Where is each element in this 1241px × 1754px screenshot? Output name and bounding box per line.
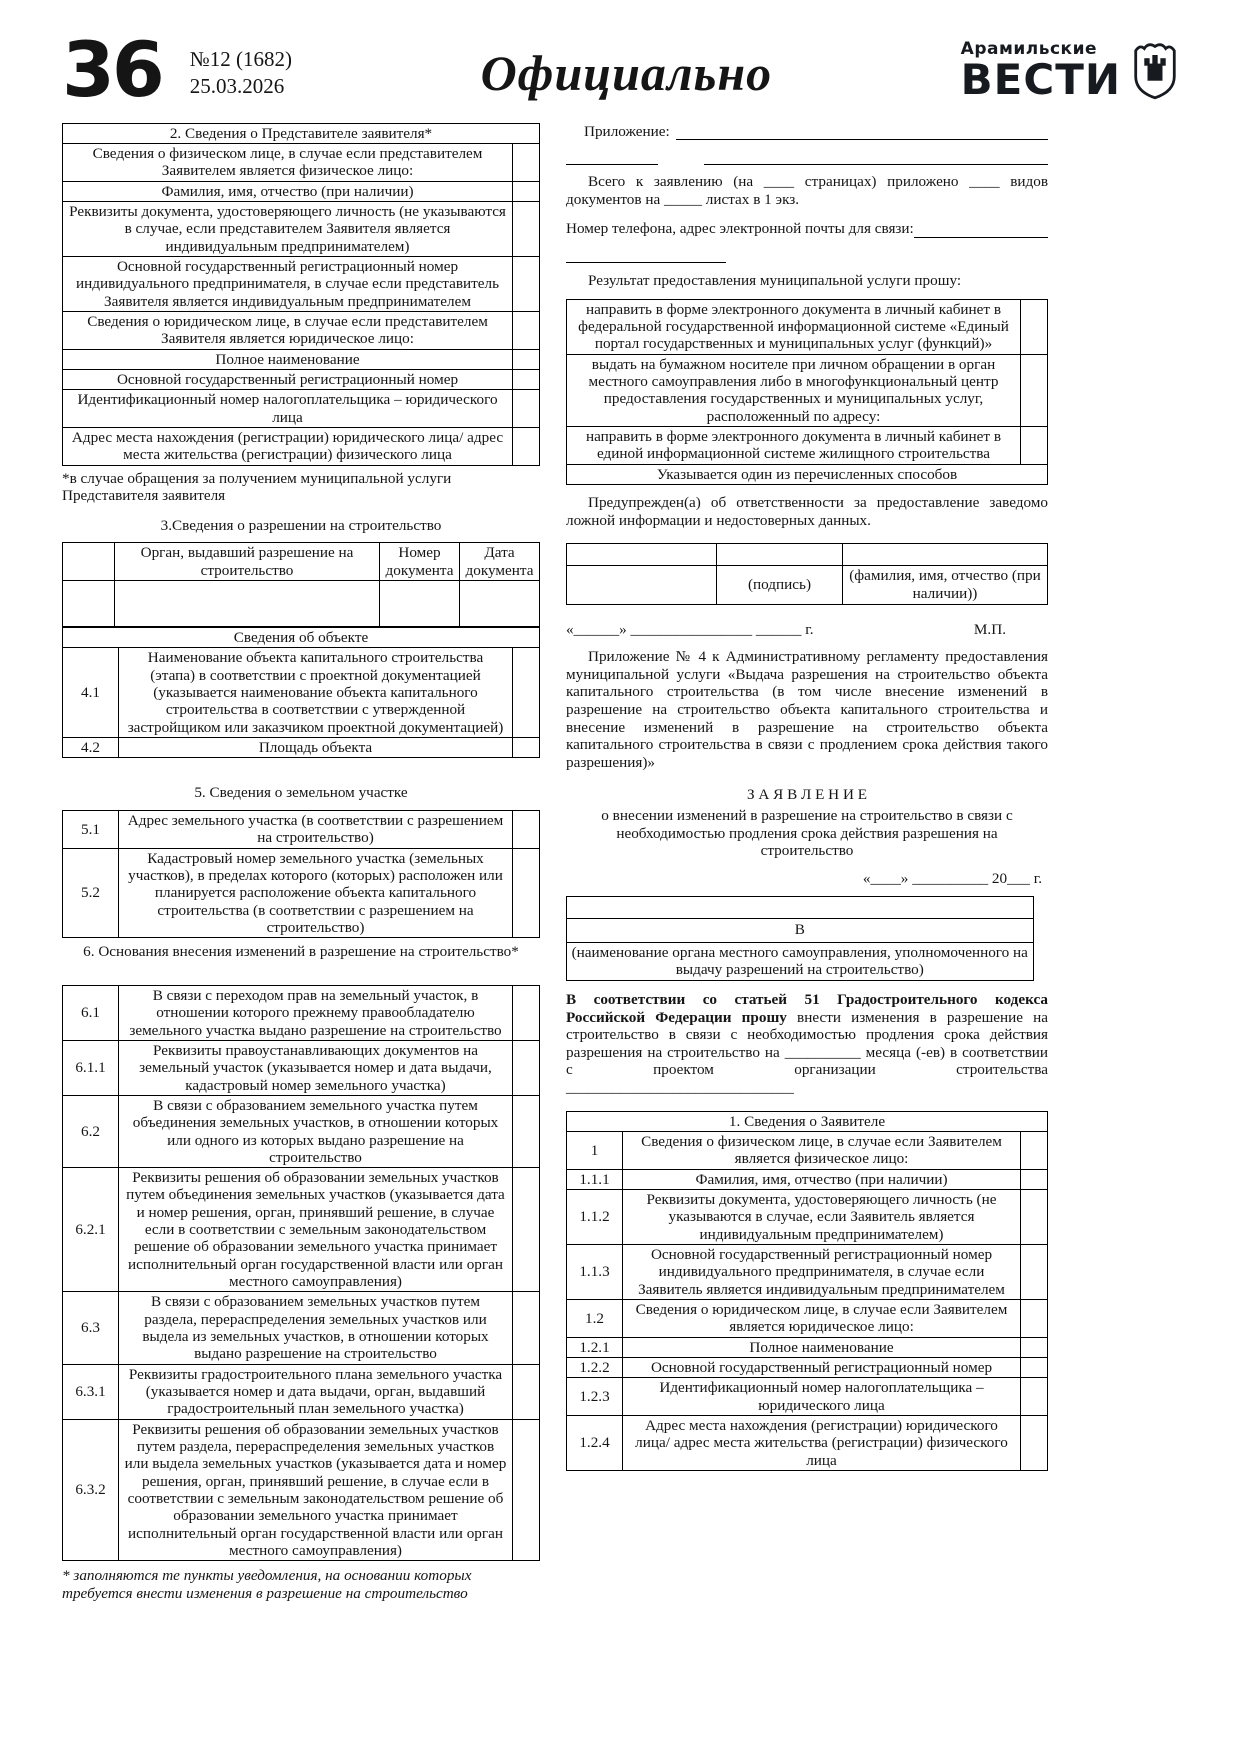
- field-label: Фамилия, имя, отчество (при наличии): [623, 1169, 1021, 1189]
- grounds-footnote: * заполняются те пункты уведомления, на основании которых требуется внести изменения в разрешение на строительство: [62, 1567, 472, 1602]
- applicant-table: [566, 1111, 1048, 1471]
- field-value-cell: [513, 738, 540, 758]
- field-value-cell: [1021, 1244, 1048, 1299]
- newspaper-logo-text: [960, 39, 1121, 104]
- row-number: 5.1: [63, 810, 119, 848]
- field-label: Реквизиты документа, удостоверяющего личность (не указываются в случае, если Заявитель является индивидуальным предпринимателем): [623, 1189, 1021, 1244]
- statement-bold-part: В соответствии со статьей 51 Градостроительного кодекса Российской Федерации прошу: [566, 990, 1048, 1026]
- field-label: Реквизиты градостроительного плана земельного участка (указывается номер и дата выдачи, орган, выдавший градостроительный план земельного участка): [119, 1364, 513, 1419]
- row-number: 1: [567, 1131, 623, 1169]
- field-value-cell: [513, 810, 540, 848]
- permit-empty-cell: [460, 581, 540, 627]
- land-table: [62, 810, 540, 938]
- field-label: Наименование объекта капитального строительства (этапа) в соответствии с проектной документацией (указывается наименование объекта капитального строительства в соответствии с утвержденной застройщиком или заказчиком проектной документацией): [119, 648, 513, 738]
- applicant-table-title: 1. Сведения о Заявителе: [567, 1111, 1048, 1131]
- addressee-box: [566, 896, 1034, 981]
- field-value-cell: [513, 181, 540, 201]
- signature-table: [566, 543, 1048, 604]
- application-date-line: «____» __________ 20___ г.: [862, 870, 1042, 887]
- delivery-option-label: направить в форме электронного документа в личный кабинет в федеральной государственной информационной системе «Единый портал государственных и муниципальных услуг (функций)»: [567, 299, 1021, 354]
- blank-line: [676, 123, 1048, 140]
- field-label: Сведения о юридическом лице, в случае если Заявителем является юридическое лицо:: [623, 1299, 1021, 1337]
- field-value-cell: [513, 1095, 540, 1167]
- field-label: Идентификационный номер налогоплательщика – юридического лица: [63, 390, 513, 428]
- field-value-cell: [513, 390, 540, 428]
- delivery-option-label: выдать на бумажном носителе при личном обращении в орган местного самоуправления либо в многофункциональный центр предоставления государственных и муниципальных услуг, расположенный по адресу:: [567, 354, 1021, 426]
- field-value-cell: [1021, 1415, 1048, 1470]
- option-mark-cell: [1021, 299, 1048, 354]
- addressee-preposition: В: [567, 918, 1034, 942]
- left-column: [62, 123, 540, 1603]
- row-number: 1.2.3: [567, 1378, 623, 1416]
- field-label: Кадастровый номер земельного участка (земельных участков), в пределах которого (которых) расположен или планируется расположение объекта капитального строительства (в соответствии с разрешением на строительство): [119, 848, 513, 938]
- name-input-cell: [843, 544, 1048, 566]
- phone-line: [566, 220, 1048, 238]
- field-value-cell: [1021, 1169, 1048, 1189]
- result-request-line: Результат предоставления муниципальной услуги прошу:: [588, 272, 962, 290]
- row-number: 6.3.1: [63, 1364, 119, 1419]
- field-value-cell: [513, 1168, 540, 1292]
- signature-input-cell: [717, 544, 843, 566]
- representative-footnote: *в случае обращения за получением муниципальной услуги Представителя заявителя: [62, 469, 452, 505]
- permit-col-date: Дата документа: [460, 543, 540, 581]
- field-value-cell: [1021, 1299, 1048, 1337]
- signature-caption: (подпись): [717, 566, 843, 604]
- section-title: Официально: [480, 45, 773, 101]
- blank-line: [566, 148, 658, 165]
- stamp-placeholder: М.П.: [973, 620, 1006, 638]
- issue-date: 25.03.2026: [189, 74, 285, 99]
- permit-table: [62, 542, 540, 627]
- field-value-cell: [1021, 1378, 1048, 1416]
- phone-line-2: [566, 246, 1048, 263]
- field-label: Реквизиты правоустанавливающих документов на земельный участок (указывается номер и дата выдачи, кадастровый номер земельного участка): [119, 1040, 513, 1095]
- permit-empty-cell: [380, 581, 460, 627]
- permit-col-number: Номер документа: [380, 543, 460, 581]
- field-label: В связи с образованием земельных участков путем раздела, перераспределения земельных участков или выдела из земельных участков, в отношении которых выдано разрешение на строительство: [119, 1292, 513, 1364]
- date-stamp-row: [566, 621, 1048, 639]
- statement-rest-part: внести изменения в разрешение на строительство в связи с необходимостью продления срока действия разрешения на строительство на __________ месяца (-ев) в соответствии с проектом организации строительства ______________________________: [566, 1008, 1049, 1096]
- row-number: 6.3.2: [63, 1419, 119, 1561]
- row-number: 4.2: [63, 738, 119, 758]
- permit-empty-cell: [115, 581, 380, 627]
- row-number: 1.2.4: [567, 1415, 623, 1470]
- field-label: Основной государственный регистрационный номер: [623, 1357, 1021, 1377]
- field-label: Основной государственный регистрационный номер индивидуального предпринимателя, в случае если Заявитель является индивидуальным предпринимателем: [623, 1244, 1021, 1299]
- permit-empty-cell: [63, 581, 115, 627]
- signature-empty-cell: [567, 566, 717, 604]
- row-number: 6.2: [63, 1095, 119, 1167]
- delivery-options-note: Указывается один из перечисленных способов: [567, 464, 1048, 484]
- field-label: Сведения о физическом лице, в случае если Заявителем является физическое лицо:: [623, 1131, 1021, 1169]
- section-5-heading: 5. Сведения о земельном участке: [194, 784, 408, 802]
- field-label: В связи с переходом прав на земельный участок, в отношении которого прежнему правообладателю земельного участка выдано разрешение на строительство: [119, 985, 513, 1040]
- signature-empty-cell: [567, 544, 717, 566]
- field-value-cell: [513, 349, 540, 369]
- statement-paragraph: [566, 991, 1048, 1097]
- permit-col-organ: Орган, выдавший разрешение на строительство: [115, 543, 380, 581]
- issue-block: [190, 38, 292, 101]
- appendix-reference: Приложение № 4 к Административному регламенту предоставления муниципальной услуги «Выдача разрешения на строительство объекта капитального строительства (в том числе внесение изменений в разрешение на строительство объекта капитального строительства и внесение изменений в разрешение на строительство объекта капитального строительства в связи с продлением срока действия такого разрешения)»: [566, 648, 1048, 771]
- warning-text: Предупрежден(а) об ответственности за предоставление заведомо ложной информации и недостоверных данных.: [566, 494, 1048, 529]
- application-title: З А Я В Л Е Н И Е: [746, 785, 867, 803]
- delivery-options-table: [566, 299, 1048, 485]
- option-mark-cell: [1021, 427, 1048, 465]
- field-label: Идентификационный номер налогоплательщика – юридического лица: [623, 1378, 1021, 1416]
- issue-number: №12 (1682): [189, 47, 293, 71]
- name-caption: (фамилия, имя, отчество (при наличии)): [843, 566, 1048, 604]
- row-number: 1.2: [567, 1299, 623, 1337]
- row-number: 1.1.1: [567, 1169, 623, 1189]
- field-label: Адрес места нахождения (регистрации) юридического лица/ адрес места жительства (регистрации) физического лица: [63, 427, 513, 465]
- attachment-label: Приложение:: [584, 122, 670, 140]
- field-value-cell: [513, 427, 540, 465]
- field-label: Фамилия, имя, отчество (при наличии): [63, 181, 513, 201]
- field-label: Реквизиты решения об образовании земельных участков путем объединения земельных участков (указывается дата и номер решения, орган, принявший решение, в случае если в соответствии с земельным законодательством решение об образовании земельного участка принимает исполнительный орган государственной власти или орган местного самоуправления): [119, 1168, 513, 1292]
- blank-line: [914, 221, 1048, 238]
- row-number: 6.1: [63, 985, 119, 1040]
- field-label: Полное наименование: [623, 1337, 1021, 1357]
- phone-label: Номер телефона, адрес электронной почты для связи:: [566, 220, 914, 238]
- representative-table-title: 2. Сведения о Представителе заявителя*: [63, 123, 540, 143]
- row-number: 6.2.1: [63, 1168, 119, 1292]
- application-subtitle: о внесении изменений в разрешение на строительство в связи с необходимостью продления срока действия разрешения на строительство: [601, 807, 1013, 860]
- brand-name-top: Арамильские: [960, 39, 1098, 60]
- field-label: Реквизиты документа, удостоверяющего личность (не указываются в случае, если представителем Заявителя является индивидуальным предпринимателем): [63, 201, 513, 256]
- field-label: Полное наименование: [63, 349, 513, 369]
- row-number: 4.1: [63, 648, 119, 738]
- object-table: [62, 627, 540, 758]
- row-number: 5.2: [63, 848, 119, 938]
- field-label: В связи с образованием земельного участка путем объединения земельных участков, в отношении которых или одного из которых выдано разрешение на строительство: [119, 1095, 513, 1167]
- field-value-cell: [1021, 1189, 1048, 1244]
- field-value-cell: [1021, 1131, 1048, 1169]
- row-number: 1.1.2: [567, 1189, 623, 1244]
- field-value-cell: [513, 1419, 540, 1561]
- option-mark-cell: [1021, 354, 1048, 426]
- content-columns: [62, 123, 1179, 1603]
- field-label: Основной государственный регистрационный номер: [63, 369, 513, 389]
- field-value-cell: [513, 1364, 540, 1419]
- field-label: Основной государственный регистрационный номер индивидуального предпринимателя, в случае если представитель Заявителя является индивидуальным предпринимателем: [63, 256, 513, 311]
- field-label: Площадь объекта: [119, 738, 513, 758]
- addressee-input-cell: [567, 896, 1034, 918]
- row-number: 1.2.2: [567, 1357, 623, 1377]
- grounds-table: [62, 985, 540, 1562]
- masthead: [62, 25, 1179, 114]
- row-number: 1.1.3: [567, 1244, 623, 1299]
- object-table-title: Сведения об объекте: [63, 628, 540, 648]
- field-value-cell: [513, 1292, 540, 1364]
- coat-of-arms-icon: [1131, 40, 1179, 100]
- field-value-cell: [513, 311, 540, 349]
- section-6-heading: 6. Основания внесения изменений в разрешение на строительство*: [83, 943, 519, 961]
- delivery-option-label: направить в форме электронного документа в личный кабинет в единой информационной системе жилищного строительства: [567, 427, 1021, 465]
- section-3-heading: 3.Сведения о разрешении на строительство: [160, 516, 442, 534]
- page-number: 36: [62, 25, 162, 114]
- field-value-cell: [513, 143, 540, 181]
- representative-table: [62, 123, 540, 466]
- field-label: Реквизиты решения об образовании земельных участков путем раздела, перераспределения земельных участков или выдела земельных участков (указывается дата и номер решения, орган, принявший решение, в случае если в соответствии с земельным законодательством решение об образовании земельного участка принимает исполнительный орган государственной власти или орган местного самоуправления): [119, 1419, 513, 1561]
- field-value-cell: [513, 369, 540, 389]
- field-value-cell: [513, 985, 540, 1040]
- field-value-cell: [513, 201, 540, 256]
- blank-line: [566, 246, 726, 263]
- field-label: Адрес места нахождения (регистрации) юридического лица/ адрес места жительства (регистрации) физического лица: [623, 1415, 1021, 1470]
- brand-name-bottom: ВЕСТИ: [960, 54, 1121, 104]
- field-value-cell: [1021, 1357, 1048, 1377]
- right-column: [566, 123, 1048, 1471]
- row-number: 6.1.1: [63, 1040, 119, 1095]
- field-value-cell: [513, 1040, 540, 1095]
- field-label: Адрес земельного участка (в соответствии с разрешением на строительство): [119, 810, 513, 848]
- date-blank-line: «______» ________________ ______ г.: [566, 620, 814, 638]
- attachment-line: [566, 123, 1048, 141]
- field-value-cell: [513, 848, 540, 938]
- permit-corner-cell: [63, 543, 115, 581]
- attachment-line-2: [566, 148, 1048, 165]
- blank-line: [704, 148, 1048, 165]
- field-label: Сведения о физическом лице, в случае если представителем Заявителем является физическое лицо:: [63, 143, 513, 181]
- field-value-cell: [1021, 1337, 1048, 1357]
- field-value-cell: [513, 256, 540, 311]
- addressee-caption: (наименование органа местного самоуправления, уполномоченного на выдачу разрешений на строительство): [567, 942, 1034, 980]
- total-docs-line: Всего к заявлению (на ____ страницах) приложено ____ видов документов на _____ листах в 1 экз.: [566, 173, 1048, 208]
- field-label: Сведения о юридическом лице, в случае если представителем Заявителя является юридическое лицо:: [63, 311, 513, 349]
- row-number: 1.2.1: [567, 1337, 623, 1357]
- row-number: 6.3: [63, 1292, 119, 1364]
- field-value-cell: [513, 648, 540, 738]
- newspaper-logo: [960, 38, 1179, 104]
